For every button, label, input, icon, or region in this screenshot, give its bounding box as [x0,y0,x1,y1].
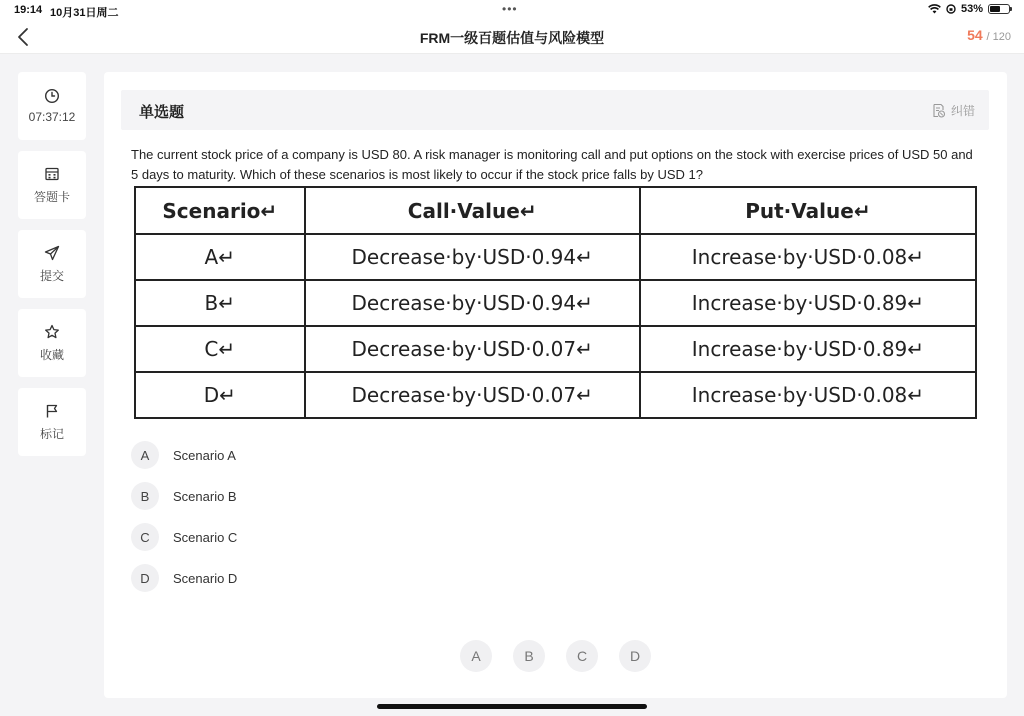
scenario-table [134,186,977,419]
star-icon [44,324,60,340]
answer-button-b[interactable]: B [513,640,545,672]
table-cell: C↵ [135,326,305,372]
option-text: Scenario C [173,529,238,545]
table-header-cell: Put·Value↵ [640,187,976,234]
timer-value: 07:37:12 [28,110,76,124]
answer-button-c[interactable]: C [566,640,598,672]
table-cell: B↵ [135,280,305,326]
nav-bar [0,20,1024,54]
question-type: 单选题 [139,104,185,121]
table-header-cell: Call·Value↵ [305,187,640,234]
table-row [135,326,976,372]
answer-card-label: 答题卡 [33,189,70,204]
option-letter: A [131,441,159,469]
mark-label: 标记 [39,426,64,441]
table-header-row [135,187,976,234]
home-indicator[interactable] [377,704,647,709]
answer-button-a[interactable]: A [460,640,492,672]
flag-icon [44,403,60,419]
table-cell: Decrease·by·USD·0.07↵ [305,372,640,418]
timer-card [18,72,86,140]
submit-label: 提交 [39,268,64,283]
question-progress [967,27,1011,43]
question-panel [104,72,1007,698]
option-text: Scenario B [173,488,237,504]
report-icon [931,103,946,118]
battery-icon [988,4,1010,14]
answer-card-icon [44,166,60,182]
favorite-button[interactable] [18,309,86,377]
favorite-label: 收藏 [39,347,64,362]
option-letter: B [131,482,159,510]
table-row [135,280,976,326]
report-error-label: 纠错 [950,104,975,118]
question-text: The current stock price of a company is USD 80. A risk manager is monitoring call and put options on the stock with exercise prices of USD 50 and 5 days to maturity. Which of these scenarios is most likely to occur if the stock price falls by USD 1? [131,147,973,182]
multitask-dots-icon[interactable]: ••• [502,2,518,16]
progress-current: 54 [967,27,983,43]
table-cell: Decrease·by·USD·0.07↵ [305,326,640,372]
table-cell: Increase·by·USD·0.89↵ [640,326,976,372]
option-text: Scenario A [173,447,236,463]
option-d[interactable] [131,564,237,592]
answer-button-d[interactable]: D [619,640,651,672]
table-cell: Increase·by·USD·0.08↵ [640,234,976,280]
battery-fill [990,6,1000,12]
table-cell: Decrease·by·USD·0.94↵ [305,280,640,326]
status-bar [0,0,1024,20]
table-row [135,234,976,280]
option-letter: D [131,564,159,592]
table-cell: Increase·by·USD·0.89↵ [640,280,976,326]
option-text: Scenario D [173,570,238,586]
table-cell: Increase·by·USD·0.08↵ [640,372,976,418]
status-time: 19:14 [14,4,43,16]
table-row [135,372,976,418]
table-cell: A↵ [135,234,305,280]
wifi-icon [928,4,941,14]
send-icon [44,245,60,261]
option-letter: C [131,523,159,551]
table-cell: Decrease·by·USD·0.94↵ [305,234,640,280]
table-cell: D↵ [135,372,305,418]
option-c[interactable] [131,523,237,551]
clock-icon [44,88,60,104]
report-error-button[interactable] [931,102,975,119]
progress-total: / 120 [986,31,1011,43]
table-header-cell: Scenario↵ [135,187,305,234]
answer-card-button[interactable] [18,151,86,219]
status-right [928,3,1010,15]
option-b[interactable] [131,482,237,510]
battery-percent: 53% [960,3,983,15]
submit-button[interactable] [18,230,86,298]
mark-button[interactable] [18,388,86,456]
page-title: FRM一级百题估值与风险模型 [419,30,605,46]
lock-rotation-icon [946,4,956,14]
option-a[interactable] [131,441,236,469]
question-type-bar [121,90,989,130]
status-date: 10月31日周二 [50,7,119,19]
